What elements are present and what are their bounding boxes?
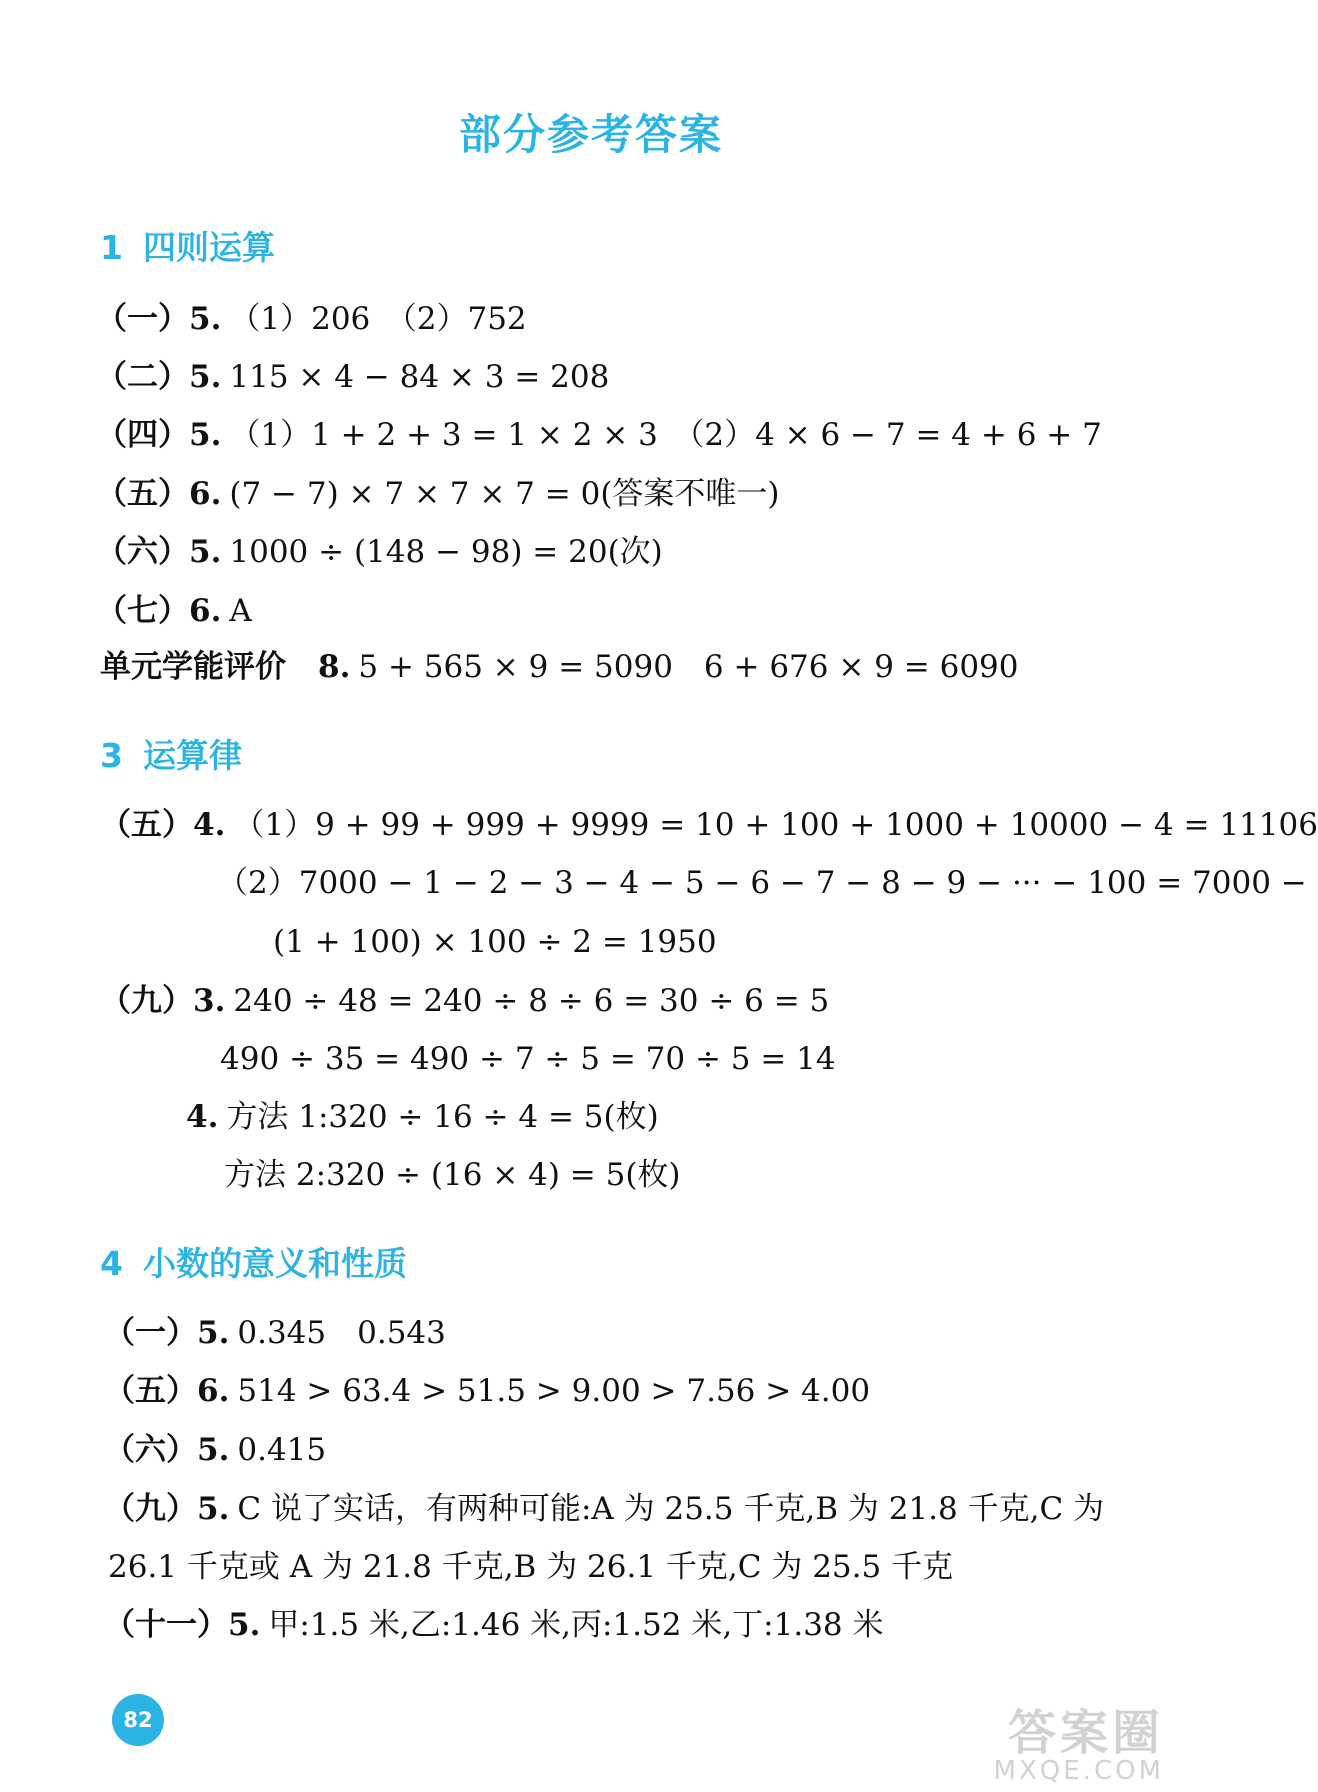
question-group-label: （十一）	[104, 1607, 228, 1643]
answer-line	[96, 476, 780, 512]
watermark-url: MXQE.COM	[993, 1756, 1164, 1787]
question-number: 5.	[197, 1315, 230, 1351]
question-number: 6.	[189, 593, 222, 629]
answer-line	[96, 593, 252, 629]
answer-line	[104, 1432, 327, 1468]
answer-line	[96, 417, 1102, 453]
question-number: 4.	[193, 807, 226, 843]
watermark-logo-text: 答案圈	[1007, 1705, 1164, 1762]
question-number: 5.	[189, 359, 222, 395]
answer-text: 5 + 565 × 9 = 5090 6 + 676 × 9 = 6090	[358, 649, 1019, 685]
answer-text: A	[229, 593, 252, 629]
question-group-label: （六）	[104, 1432, 197, 1468]
page-title: 部分参考答案	[458, 110, 723, 159]
answer-text: 115 × 4 − 84 × 3 = 208	[229, 359, 610, 395]
answer-text: (1 + 100) × 100 ÷ 2 = 1950	[273, 924, 717, 960]
question-group-label: （四）	[96, 417, 189, 453]
question-group-label: （一）	[96, 301, 189, 337]
answer-line	[96, 359, 610, 395]
question-group-label: （五）	[104, 1373, 197, 1409]
question-group-label: 单元学能评价	[100, 649, 286, 685]
question-group-label: （五）	[96, 476, 189, 512]
answer-text: 0.345 0.543	[237, 1315, 446, 1351]
answer-line	[104, 1373, 871, 1409]
watermark	[993, 1705, 1164, 1787]
answer-line	[100, 983, 830, 1019]
question-number: 4.	[186, 1099, 219, 1135]
section-heading-4	[100, 1238, 407, 1285]
question-group-label: （九）	[104, 1491, 197, 1527]
answer-line	[96, 534, 663, 570]
section-heading-1	[100, 222, 275, 269]
question-group-label: （二）	[96, 359, 189, 395]
question-group-label: （七）	[96, 593, 189, 629]
answer-text: 26.1 千克或 A 为 21.8 千克,B 为 26.1 千克,C 为 25.5 千克	[108, 1549, 954, 1585]
answer-text: (7 − 7) × 7 × 7 × 7 = 0(答案不唯一)	[229, 476, 780, 512]
question-number: 6.	[189, 476, 222, 512]
question-group-label: （一）	[104, 1315, 197, 1351]
section-number: 3	[100, 736, 123, 775]
answer-line	[273, 924, 717, 960]
answer-line	[108, 1549, 954, 1585]
question-number: 5.	[189, 301, 222, 337]
question-group-label: （五）	[100, 807, 193, 843]
answer-text: C 说了实话，有两种可能:A 为 25.5 千克,B 为 21.8 千克,C 为	[237, 1491, 1105, 1527]
answer-text: 0.415	[237, 1432, 327, 1468]
question-number: 5.	[228, 1607, 261, 1643]
answer-text: 240 ÷ 48 = 240 ÷ 8 ÷ 6 = 30 ÷ 6 = 5	[233, 983, 830, 1019]
section-title: 四则运算	[142, 228, 275, 267]
question-number: 5.	[197, 1432, 230, 1468]
section-number: 4	[100, 1244, 123, 1283]
answer-text: 490 ÷ 35 = 490 ÷ 7 ÷ 5 = 70 ÷ 5 = 14	[220, 1041, 836, 1077]
answer-text: （1）1 + 2 + 3 = 1 × 2 × 3 （2）4 × 6 − 7 = 4 + 6 + 7	[229, 417, 1102, 453]
answer-line	[220, 1041, 836, 1077]
question-group-label: （九）	[100, 983, 193, 1019]
answer-text: 方法 2:320 ÷ (16 × 4) = 5(枚)	[224, 1157, 681, 1193]
answer-line	[224, 1157, 681, 1193]
question-number: 5.	[189, 534, 222, 570]
question-number: 5.	[197, 1491, 230, 1527]
answer-line	[96, 301, 527, 337]
answer-line	[104, 1607, 884, 1643]
answer-line	[100, 807, 1318, 843]
section-number: 1	[100, 228, 123, 267]
question-group-label: （六）	[96, 534, 189, 570]
answer-line	[104, 1491, 1105, 1527]
answer-line	[186, 1099, 659, 1135]
question-number: 3.	[193, 983, 226, 1019]
answer-text: 方法 1:320 ÷ 16 ÷ 4 = 5(枚)	[226, 1099, 659, 1135]
answer-line	[100, 649, 1019, 685]
answer-text: （1）206 （2）752	[229, 301, 527, 337]
answer-text: （2）7000 − 1 − 2 − 3 − 4 − 5 − 6 − 7 − 8 − 9 − ··· − 100 = 7000 −	[217, 865, 1307, 901]
page-number: 82	[112, 1694, 164, 1746]
question-number: 8.	[318, 649, 351, 685]
answer-text: 514 > 63.4 > 51.5 > 9.00 > 7.56 > 4.00	[237, 1373, 871, 1409]
answer-text: 1000 ÷ (148 − 98) = 20(次)	[229, 534, 663, 570]
question-number: 5.	[189, 417, 222, 453]
answer-line	[217, 865, 1307, 901]
answer-text: （1）9 + 99 + 999 + 9999 = 10 + 100 + 1000 + 10000 − 4 = 11106	[233, 807, 1318, 843]
section-heading-3	[100, 730, 242, 777]
answer-text: 甲:1.5 米,乙:1.46 米,丙:1.52 米,丁:1.38 米	[268, 1607, 884, 1643]
section-title: 运算律	[142, 736, 242, 775]
answer-line	[104, 1315, 446, 1351]
question-number: 6.	[197, 1373, 230, 1409]
section-title: 小数的意义和性质	[142, 1244, 407, 1283]
